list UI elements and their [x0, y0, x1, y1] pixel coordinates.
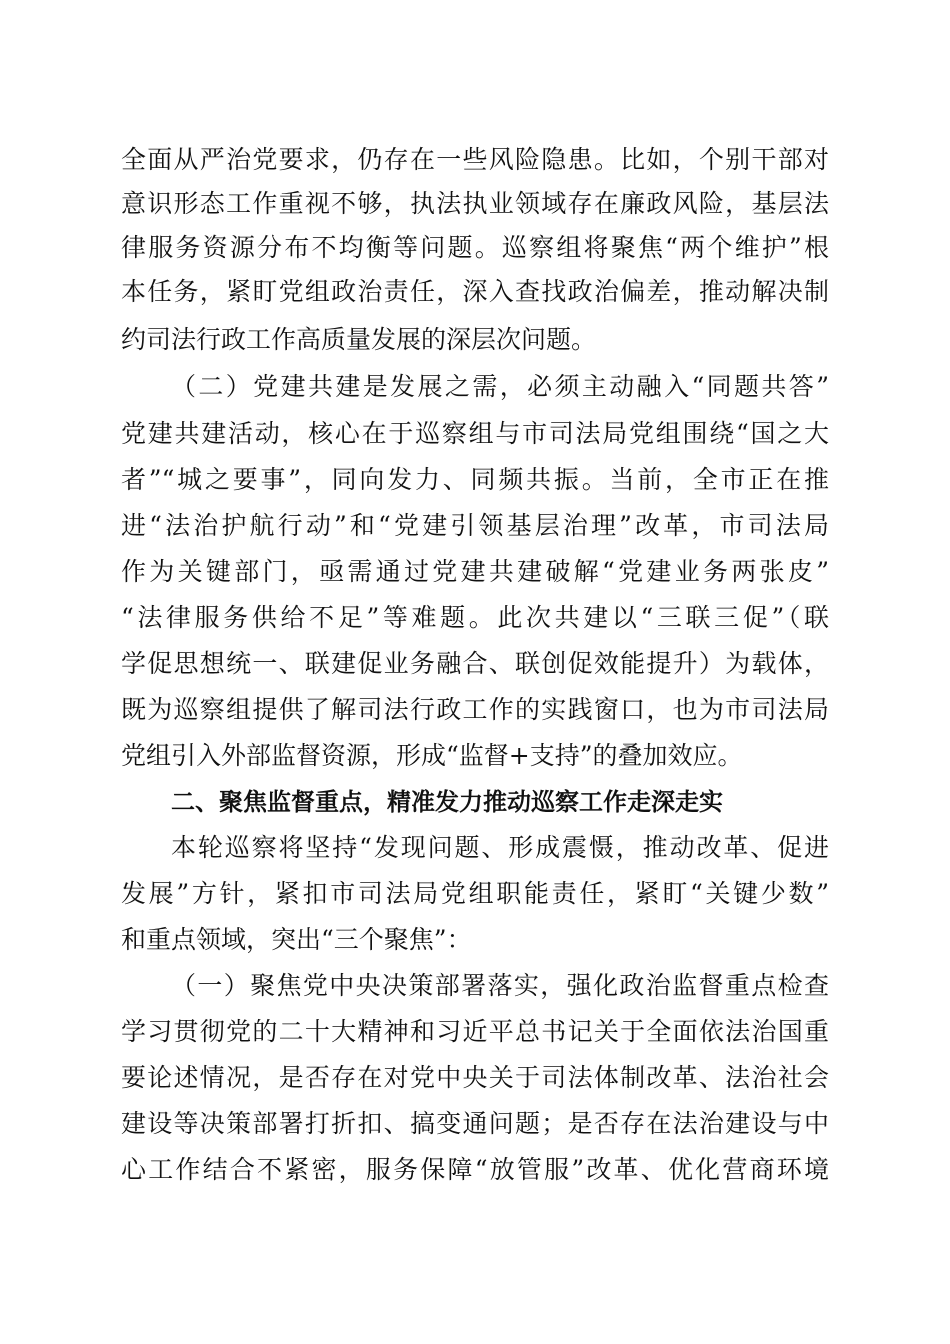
- section-heading: 二、聚焦监督重点，精准发力推动巡察工作走深走实: [171, 788, 723, 816]
- paragraph-start-line: （一）聚焦党中央决策部署落实，强化政治监督重点检查: [171, 971, 829, 1000]
- text-line: 党组引入外部监督资源，形成“监督+支持”的叠加效应。: [121, 741, 743, 770]
- text-line: 心工作结合不紧密，服务保障“放管服”改革、优化营商环境: [121, 1155, 829, 1184]
- text-line: 本任务，紧盯党组政治责任，深入查找政治偏差，推动解决制: [121, 277, 829, 306]
- text-line: 进“法治护航行动”和“党建引领基层治理”改革，市司法局: [121, 511, 829, 540]
- text-line: 既为巡察组提供了解司法行政工作的实践窗口，也为市司法局: [121, 695, 829, 724]
- text-line: 党建共建活动，核心在于巡察组与市司法局党组围绕“国之大: [121, 419, 829, 448]
- text-line: 建设等决策部署打折扣、搞变通问题；是否存在法治建设与中: [121, 1109, 829, 1138]
- text-line: 学促思想统一、联建促业务融合、联创促效能提升）为载体，: [121, 649, 829, 678]
- text-line: 意识形态工作重视不够，执法执业领域存在廉政风险，基层法: [121, 189, 829, 218]
- text-line: 要论述情况，是否存在对党中央关于司法体制改革、法治社会: [121, 1063, 829, 1092]
- text-line: 律服务资源分布不均衡等问题。巡察组将聚焦“两个维护”根: [121, 233, 829, 262]
- text-line: 学习贯彻党的二十大精神和习近平总书记关于全面依法治国重: [121, 1017, 829, 1046]
- text-line: 者”“城之要事”，同向发力、同频共振。当前，全市正在推: [121, 465, 829, 494]
- text-line: “法律服务供给不足”等难题。此次共建以“三联三促”（联: [121, 603, 829, 632]
- text-line: 全面从严治党要求，仍存在一些风险隐患。比如，个别干部对: [121, 145, 829, 174]
- text-line: 和重点领域，突出“三个聚焦”：: [121, 925, 472, 954]
- paragraph-start-line: （二）党建共建是发展之需，必须主动融入“同题共答”: [171, 372, 829, 401]
- text-line: 约司法行政工作高质量发展的深层次问题。: [121, 325, 597, 354]
- paragraph-start-line: 本轮巡察将坚持“发现问题、形成震慑，推动改革、促进: [171, 833, 829, 862]
- text-line: 作为关键部门，亟需通过党建共建破解“党建业务两张皮”: [121, 557, 829, 586]
- text-line: 发展”方针，紧扣市司法局党组职能责任，紧盯“关键少数”: [121, 879, 829, 908]
